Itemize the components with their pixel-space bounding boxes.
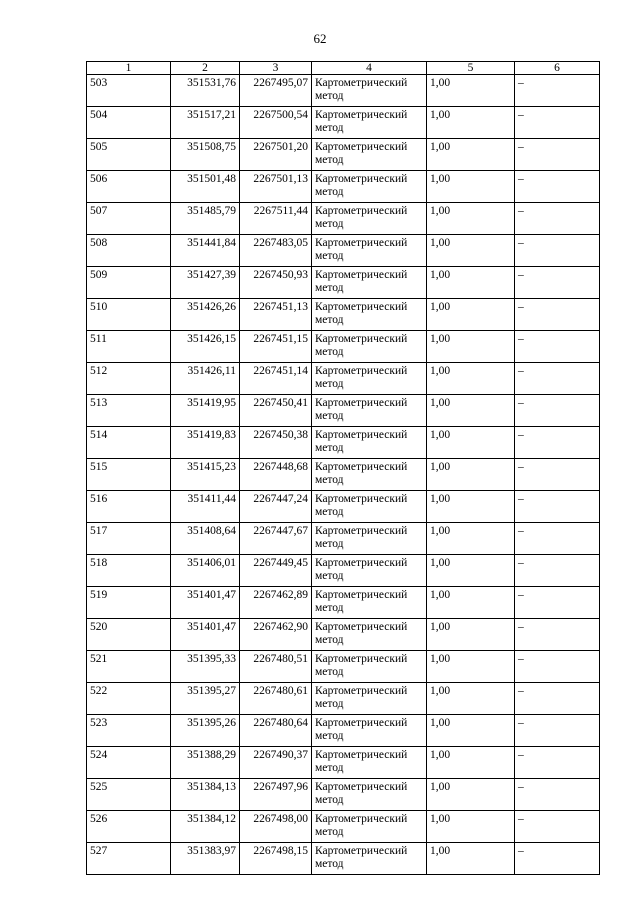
point-number-cell: 526 <box>87 811 171 843</box>
method-cell: Картометрический метод <box>312 715 427 747</box>
y-coordinate-cell: 2267450,93 <box>240 267 312 299</box>
y-coordinate-cell: 2267483,05 <box>240 235 312 267</box>
point-number-cell: 512 <box>87 363 171 395</box>
x-coordinate-cell: 351426,11 <box>171 363 240 395</box>
point-number-cell: 525 <box>87 779 171 811</box>
table-row <box>87 171 600 203</box>
method-cell: Картометрический метод <box>312 395 427 427</box>
method-cell: Картометрический метод <box>312 811 427 843</box>
y-coordinate-cell: 2267462,89 <box>240 587 312 619</box>
precision-cell: 1,00 <box>427 523 515 555</box>
table-row <box>87 299 600 331</box>
coordinates-table <box>86 61 600 875</box>
method-cell: Картометрический метод <box>312 459 427 491</box>
x-coordinate-cell: 351426,26 <box>171 299 240 331</box>
x-coordinate-cell: 351419,83 <box>171 427 240 459</box>
point-number-cell: 510 <box>87 299 171 331</box>
note-cell: – <box>515 619 600 651</box>
point-number-cell: 504 <box>87 107 171 139</box>
point-number-cell: 520 <box>87 619 171 651</box>
point-number-cell: 519 <box>87 587 171 619</box>
method-cell: Картометрический метод <box>312 267 427 299</box>
y-coordinate-cell: 2267498,15 <box>240 843 312 875</box>
table-row <box>87 203 600 235</box>
page-number: 62 <box>313 31 327 46</box>
column-header: 4 <box>312 62 427 75</box>
column-header: 2 <box>171 62 240 75</box>
point-number-cell: 514 <box>87 427 171 459</box>
method-cell: Картометрический метод <box>312 107 427 139</box>
x-coordinate-cell: 351426,15 <box>171 331 240 363</box>
note-cell: – <box>515 203 600 235</box>
method-cell: Картометрический метод <box>312 235 427 267</box>
point-number-cell: 523 <box>87 715 171 747</box>
note-cell: – <box>515 779 600 811</box>
note-cell: – <box>515 491 600 523</box>
precision-cell: 1,00 <box>427 459 515 491</box>
precision-cell: 1,00 <box>427 683 515 715</box>
x-coordinate-cell: 351501,48 <box>171 171 240 203</box>
table-row <box>87 523 600 555</box>
precision-cell: 1,00 <box>427 75 515 107</box>
method-cell: Картометрический метод <box>312 555 427 587</box>
y-coordinate-cell: 2267511,44 <box>240 203 312 235</box>
x-coordinate-cell: 351383,97 <box>171 843 240 875</box>
note-cell: – <box>515 139 600 171</box>
precision-cell: 1,00 <box>427 331 515 363</box>
table-row <box>87 747 600 779</box>
note-cell: – <box>515 651 600 683</box>
x-coordinate-cell: 351408,64 <box>171 523 240 555</box>
note-cell: – <box>515 683 600 715</box>
y-coordinate-cell: 2267451,13 <box>240 299 312 331</box>
note-cell: – <box>515 267 600 299</box>
note-cell: – <box>515 395 600 427</box>
point-number-cell: 518 <box>87 555 171 587</box>
y-coordinate-cell: 2267450,41 <box>240 395 312 427</box>
note-cell: – <box>515 715 600 747</box>
note-cell: – <box>515 75 600 107</box>
precision-cell: 1,00 <box>427 299 515 331</box>
table-row <box>87 843 600 875</box>
method-cell: Картометрический метод <box>312 779 427 811</box>
method-cell: Картометрический метод <box>312 523 427 555</box>
y-coordinate-cell: 2267449,45 <box>240 555 312 587</box>
x-coordinate-cell: 351395,33 <box>171 651 240 683</box>
point-number-cell: 505 <box>87 139 171 171</box>
point-number-cell: 516 <box>87 491 171 523</box>
precision-cell: 1,00 <box>427 619 515 651</box>
note-cell: – <box>515 107 600 139</box>
note-cell: – <box>515 331 600 363</box>
x-coordinate-cell: 351419,95 <box>171 395 240 427</box>
y-coordinate-cell: 2267500,54 <box>240 107 312 139</box>
table-row <box>87 555 600 587</box>
method-cell: Картометрический метод <box>312 75 427 107</box>
precision-cell: 1,00 <box>427 779 515 811</box>
x-coordinate-cell: 351384,12 <box>171 811 240 843</box>
precision-cell: 1,00 <box>427 139 515 171</box>
y-coordinate-cell: 2267447,67 <box>240 523 312 555</box>
table-row <box>87 811 600 843</box>
method-cell: Картометрический метод <box>312 299 427 331</box>
table-row <box>87 491 600 523</box>
point-number-cell: 513 <box>87 395 171 427</box>
method-cell: Картометрический метод <box>312 331 427 363</box>
note-cell: – <box>515 587 600 619</box>
precision-cell: 1,00 <box>427 267 515 299</box>
precision-cell: 1,00 <box>427 747 515 779</box>
table-row <box>87 75 600 107</box>
point-number-cell: 524 <box>87 747 171 779</box>
x-coordinate-cell: 351395,26 <box>171 715 240 747</box>
x-coordinate-cell: 351531,76 <box>171 75 240 107</box>
precision-cell: 1,00 <box>427 363 515 395</box>
point-number-cell: 517 <box>87 523 171 555</box>
x-coordinate-cell: 351384,13 <box>171 779 240 811</box>
table-row <box>87 459 600 491</box>
table-row <box>87 395 600 427</box>
precision-cell: 1,00 <box>427 843 515 875</box>
note-cell: – <box>515 555 600 587</box>
precision-cell: 1,00 <box>427 427 515 459</box>
method-cell: Картометрический метод <box>312 427 427 459</box>
note-cell: – <box>515 235 600 267</box>
x-coordinate-cell: 351395,27 <box>171 683 240 715</box>
method-cell: Картометрический метод <box>312 171 427 203</box>
column-header: 3 <box>240 62 312 75</box>
point-number-cell: 515 <box>87 459 171 491</box>
precision-cell: 1,00 <box>427 203 515 235</box>
table-row <box>87 107 600 139</box>
table-row <box>87 651 600 683</box>
column-header: 5 <box>427 62 515 75</box>
method-cell: Картометрический метод <box>312 651 427 683</box>
y-coordinate-cell: 2267490,37 <box>240 747 312 779</box>
note-cell: – <box>515 459 600 491</box>
y-coordinate-cell: 2267451,15 <box>240 331 312 363</box>
table-row <box>87 587 600 619</box>
table-row <box>87 139 600 171</box>
x-coordinate-cell: 351411,44 <box>171 491 240 523</box>
x-coordinate-cell: 351485,79 <box>171 203 240 235</box>
note-cell: – <box>515 523 600 555</box>
precision-cell: 1,00 <box>427 811 515 843</box>
y-coordinate-cell: 2267450,38 <box>240 427 312 459</box>
table-row <box>87 427 600 459</box>
table-row <box>87 683 600 715</box>
point-number-cell: 506 <box>87 171 171 203</box>
y-coordinate-cell: 2267480,61 <box>240 683 312 715</box>
x-coordinate-cell: 351517,21 <box>171 107 240 139</box>
point-number-cell: 508 <box>87 235 171 267</box>
point-number-cell: 527 <box>87 843 171 875</box>
precision-cell: 1,00 <box>427 491 515 523</box>
point-number-cell: 522 <box>87 683 171 715</box>
table-header-row <box>87 62 600 75</box>
point-number-cell: 521 <box>87 651 171 683</box>
precision-cell: 1,00 <box>427 715 515 747</box>
x-coordinate-cell: 351401,47 <box>171 587 240 619</box>
table-row <box>87 619 600 651</box>
table-row <box>87 331 600 363</box>
y-coordinate-cell: 2267480,51 <box>240 651 312 683</box>
point-number-cell: 509 <box>87 267 171 299</box>
x-coordinate-cell: 351406,01 <box>171 555 240 587</box>
y-coordinate-cell: 2267451,14 <box>240 363 312 395</box>
method-cell: Картометрический метод <box>312 619 427 651</box>
y-coordinate-cell: 2267447,24 <box>240 491 312 523</box>
x-coordinate-cell: 351415,23 <box>171 459 240 491</box>
method-cell: Картометрический метод <box>312 203 427 235</box>
precision-cell: 1,00 <box>427 651 515 683</box>
note-cell: – <box>515 843 600 875</box>
precision-cell: 1,00 <box>427 235 515 267</box>
method-cell: Картометрический метод <box>312 683 427 715</box>
y-coordinate-cell: 2267462,90 <box>240 619 312 651</box>
x-coordinate-cell: 351388,29 <box>171 747 240 779</box>
precision-cell: 1,00 <box>427 587 515 619</box>
y-coordinate-cell: 2267501,13 <box>240 171 312 203</box>
table-row <box>87 267 600 299</box>
precision-cell: 1,00 <box>427 555 515 587</box>
note-cell: – <box>515 427 600 459</box>
x-coordinate-cell: 351427,39 <box>171 267 240 299</box>
note-cell: – <box>515 811 600 843</box>
method-cell: Картометрический метод <box>312 843 427 875</box>
column-header: 6 <box>515 62 600 75</box>
table-row <box>87 235 600 267</box>
point-number-cell: 511 <box>87 331 171 363</box>
table-row <box>87 715 600 747</box>
y-coordinate-cell: 2267498,00 <box>240 811 312 843</box>
note-cell: – <box>515 299 600 331</box>
y-coordinate-cell: 2267497,96 <box>240 779 312 811</box>
method-cell: Картометрический метод <box>312 139 427 171</box>
precision-cell: 1,00 <box>427 395 515 427</box>
method-cell: Картометрический метод <box>312 747 427 779</box>
note-cell: – <box>515 363 600 395</box>
method-cell: Картометрический метод <box>312 587 427 619</box>
table-row <box>87 779 600 811</box>
point-number-cell: 503 <box>87 75 171 107</box>
y-coordinate-cell: 2267480,64 <box>240 715 312 747</box>
precision-cell: 1,00 <box>427 171 515 203</box>
note-cell: – <box>515 171 600 203</box>
method-cell: Картометрический метод <box>312 363 427 395</box>
x-coordinate-cell: 351508,75 <box>171 139 240 171</box>
method-cell: Картометрический метод <box>312 491 427 523</box>
table-row <box>87 363 600 395</box>
precision-cell: 1,00 <box>427 107 515 139</box>
table-body <box>87 75 600 875</box>
y-coordinate-cell: 2267495,07 <box>240 75 312 107</box>
y-coordinate-cell: 2267501,20 <box>240 139 312 171</box>
note-cell: – <box>515 747 600 779</box>
x-coordinate-cell: 351441,84 <box>171 235 240 267</box>
column-header: 1 <box>87 62 171 75</box>
point-number-cell: 507 <box>87 203 171 235</box>
x-coordinate-cell: 351401,47 <box>171 619 240 651</box>
y-coordinate-cell: 2267448,68 <box>240 459 312 491</box>
